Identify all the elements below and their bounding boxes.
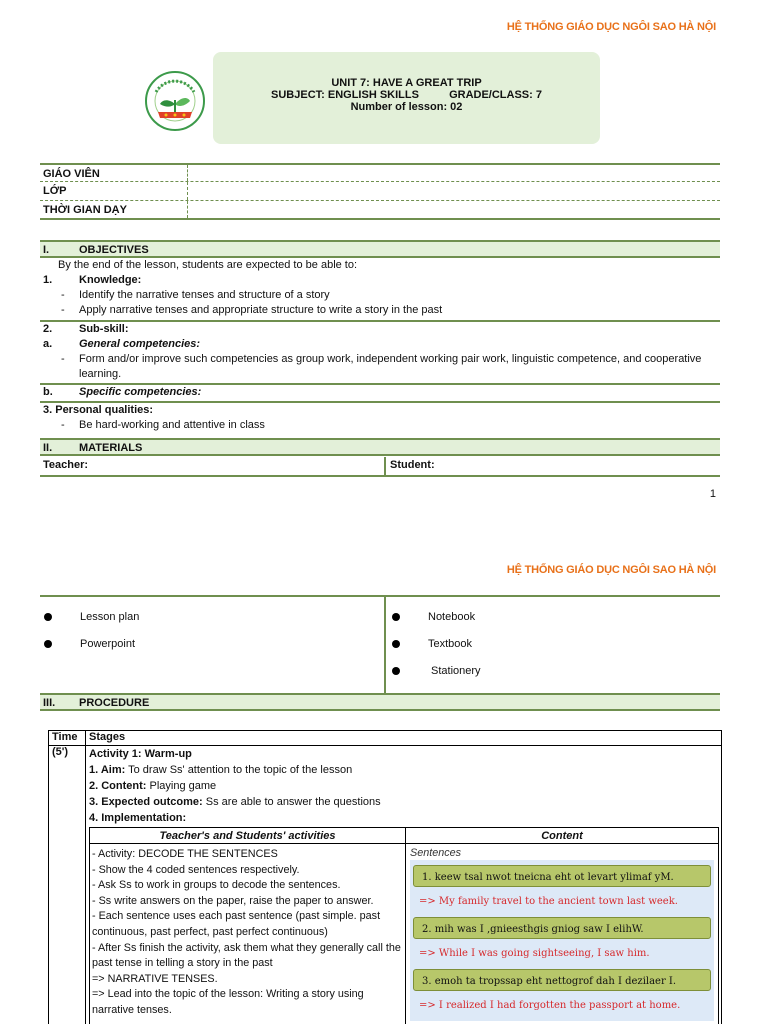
list-text: Powerpoint [80, 637, 136, 650]
class-label: LỚP [40, 182, 188, 200]
section-title: OBJECTIVES [79, 244, 149, 256]
list-item [386, 603, 720, 630]
aim-text: To draw Ss' attention to the topic of the lesson [128, 764, 353, 776]
outcome-line [89, 794, 721, 810]
list-text: Stationery [431, 664, 481, 677]
list-item: - Apply narrative tenses and appropriate structure to write a story in the past [61, 304, 443, 316]
sentences-panel [410, 860, 714, 1021]
item-title: Specific competencies: [79, 386, 202, 398]
subject-label: SUBJECT: ENGLISH SKILLS [271, 89, 419, 101]
list-item: - Form and/or improve such competencies as group work, independent working pair work, linguistic competence, and cooperative [61, 353, 702, 365]
table-header-row [49, 731, 721, 746]
item-number: b. [43, 386, 53, 398]
list-item [40, 603, 384, 630]
activity-line: => NARRATIVE TENSES. [92, 972, 218, 985]
activity-line: continuous, past perfect, past perfect continuous) [92, 925, 328, 938]
activities-table [89, 827, 719, 1024]
content-text: Playing game [149, 780, 217, 792]
bullet-icon [44, 613, 52, 621]
content-cell [406, 844, 718, 1024]
procedure-table [48, 730, 722, 1024]
decoded-answer: => My family travel to the ancient town last week. [419, 896, 678, 907]
time-column-header: Time [49, 731, 86, 745]
item-number: 2. [43, 323, 53, 335]
organization-header: HỆ THỐNG GIÁO DỤC NGÔI SAO HÀ NỘI [506, 21, 716, 33]
list-item [386, 657, 720, 684]
aim-line [89, 762, 721, 778]
objectives-heading [40, 240, 720, 258]
stages-column-header: Stages [89, 731, 126, 743]
section-title: MATERIALS [79, 442, 143, 454]
activities-header-row [90, 828, 718, 844]
student-materials-label: Student: [390, 459, 435, 471]
list-item [386, 630, 720, 657]
activities-column-header: Teacher's and Students' activities [90, 828, 406, 843]
lesson-number: Number of lesson: 02 [350, 101, 463, 113]
list-text: Notebook [428, 610, 476, 623]
teacher-materials-list [40, 597, 386, 695]
item-number: 1. [43, 274, 53, 286]
general-heading [40, 337, 720, 352]
activity-line: - Ask Ss to work in groups to decode the sentences. [92, 879, 341, 892]
bullet-icon [392, 613, 400, 621]
class-value[interactable] [188, 182, 720, 200]
list-item [40, 630, 384, 657]
page-number: 1 [709, 488, 716, 500]
list-text: Identify the narrative tenses and structure of a story [79, 289, 330, 301]
item-title: Sub-skill: [79, 323, 129, 335]
lesson-info-table [40, 163, 720, 220]
organization-header: HỆ THỐNG GIÁO DỤC NGÔI SAO HÀ NỘI [506, 564, 716, 576]
outcome-text: Ss are able to answer the questions [205, 796, 381, 808]
activity-line: - Each sentence uses each past sentence (past simple. past [92, 910, 381, 923]
list-text: Apply narrative tenses and appropriate structure to write a story in the past [79, 304, 443, 316]
list-text: learning. [79, 368, 122, 380]
item-title: Knowledge: [79, 274, 142, 286]
personal-heading: 3. Personal qualities: [43, 404, 154, 416]
student-materials-list [386, 597, 720, 695]
list-item: - Be hard-working and attentive in class [61, 419, 265, 431]
materials-table-body [40, 595, 720, 695]
procedure-heading [40, 693, 720, 711]
list-text: Form and/or improve such competencies as group work, independent working pair work, linguistic competence, and cooperative [79, 353, 702, 365]
teacher-label: GIÁO VIÊN [40, 165, 188, 181]
stages-cell [86, 746, 721, 1024]
section-title: PROCEDURE [79, 697, 150, 709]
teacher-materials-label: Teacher: [40, 457, 386, 475]
materials-heading [40, 438, 720, 456]
section-number: I. [43, 244, 50, 256]
list-text: Lesson plan [80, 610, 140, 623]
decoded-answer: => I realized I had forgotten the passport at home. [419, 1000, 681, 1011]
activity-title: Activity 1: Warm-up [89, 748, 192, 760]
activity-line: => Lead into the topic of the lesson: Writing a story using [92, 988, 364, 1001]
coded-sentence: 2. mih was I ,gnieesthgis gniog saw I elihW. [413, 917, 711, 939]
table-row [49, 746, 721, 1024]
activity-line: past tense in telling a story in the past [92, 957, 273, 970]
activity-line: - Activity: DECODE THE SENTENCES [92, 848, 278, 860]
content-label: 2. Content: [89, 780, 147, 792]
teaching-time-value[interactable] [188, 201, 720, 218]
list-item-continued [40, 367, 720, 382]
item-number: a. [43, 338, 53, 350]
item-title: General competencies: [79, 338, 201, 350]
unit-title: UNIT 7: HAVE A GREAT TRIP [331, 77, 482, 89]
materials-section [40, 438, 720, 456]
time-cell: (5') [49, 746, 86, 1024]
bullet-icon [44, 640, 52, 648]
outcome-label: 3. Expected outcome: [89, 796, 203, 808]
bullet-icon [392, 640, 400, 648]
teacher-value[interactable] [188, 165, 720, 181]
materials-table-header [40, 457, 720, 477]
content-line [89, 778, 721, 794]
school-logo [144, 70, 206, 132]
implementation-label: 4. Implementation: [89, 812, 187, 824]
lesson-title-box [213, 52, 600, 144]
specific-heading [40, 385, 720, 400]
section-number: II. [43, 442, 53, 454]
aim-label: 1. Aim: [89, 764, 126, 776]
objectives-intro: By the end of the lesson, students are expected to be able to: [58, 259, 358, 271]
list-text: Be hard-working and attentive in class [79, 419, 265, 431]
objectives-section [40, 240, 720, 433]
activity-line: narrative tenses. [92, 1003, 172, 1016]
activities-body-row [90, 844, 718, 1024]
activity-line: - After Ss finish the activity, ask them what they generally call the [92, 941, 401, 954]
knowledge-heading [40, 273, 720, 288]
list-text: Textbook [428, 637, 473, 650]
teaching-time-label: THỜI GIAN DẠY [40, 201, 188, 218]
coded-sentence: 1. keew tsal nwot tneicna eht ot levart ylimaf yM. [413, 865, 711, 887]
list-item: - Identify the narrative tenses and structure of a story [61, 289, 330, 301]
activity-line: - Ss write answers on the paper, raise the paper to answer. [92, 894, 374, 907]
grade-label: GRADE/CLASS: 7 [449, 89, 542, 101]
procedure-section [40, 693, 720, 711]
coded-sentence: 3. emoh ta tropssap eht nettogrof dah I dezilaer I. [413, 969, 711, 991]
decoded-answer: => While I was going sightseeing, I saw him. [419, 948, 650, 959]
activity-line: - Show the 4 coded sentences respectively. [92, 863, 300, 876]
subskill-heading [40, 322, 720, 337]
activities-cell [90, 844, 406, 1024]
section-number: III. [43, 697, 56, 709]
bullet-icon [392, 667, 400, 675]
content-column-header: Content [541, 830, 583, 842]
sentences-label: Sentences [410, 847, 462, 859]
